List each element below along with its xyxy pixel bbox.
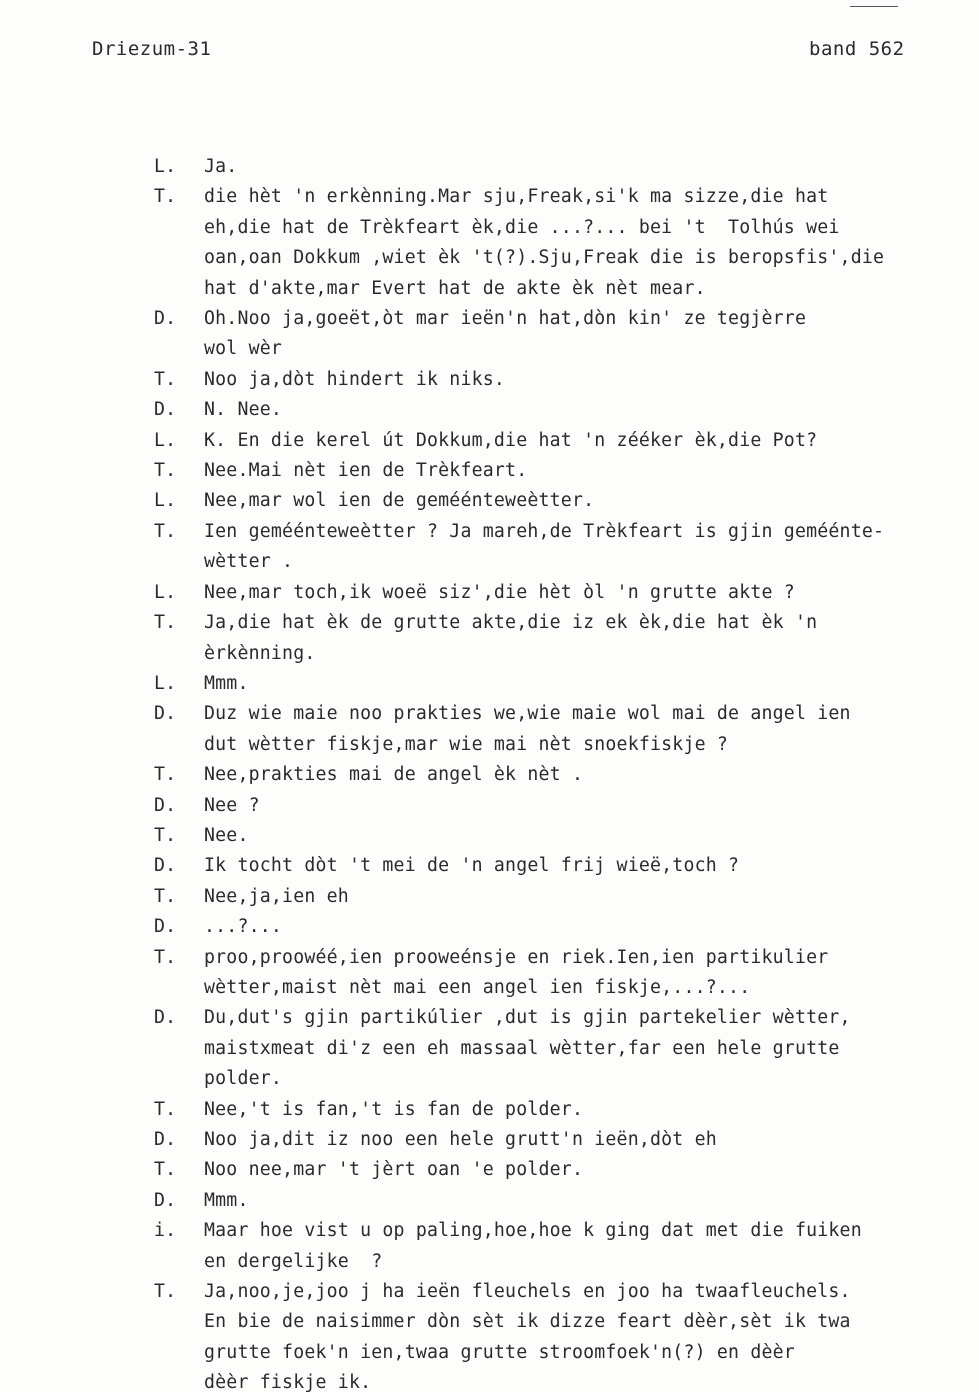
transcript-entry bbox=[154, 912, 944, 942]
speaker-label: L. bbox=[154, 490, 177, 512]
transcript-entry bbox=[154, 1186, 944, 1216]
utterance-line: proo,proowéé,ien prooweénsje en riek.Ien,ien partikulier bbox=[204, 946, 829, 968]
header-rule bbox=[850, 6, 898, 7]
transcript-entry bbox=[154, 486, 944, 516]
utterance-line: Du,dut's gjin partikúlier ,dut is gjin partekelier wètter, bbox=[204, 1007, 851, 1029]
utterance bbox=[204, 851, 944, 881]
utterance-line: ...?... bbox=[204, 916, 283, 938]
utterance-line: dèèr fiskje ik. bbox=[204, 1372, 372, 1394]
utterance bbox=[204, 182, 944, 304]
speaker-label: T. bbox=[154, 1098, 177, 1120]
transcript-entry bbox=[154, 1155, 944, 1185]
utterance-line: N. Nee. bbox=[204, 399, 283, 421]
transcript-entry bbox=[154, 1125, 944, 1155]
utterance bbox=[204, 1186, 944, 1216]
utterance bbox=[204, 486, 944, 516]
transcript-entry bbox=[154, 152, 944, 182]
utterance bbox=[204, 152, 944, 182]
utterance-line: Ja,die hat èk de grutte akte,die iz ek èk,die hat èk 'n bbox=[204, 612, 818, 634]
speaker-label: D. bbox=[154, 703, 177, 725]
utterance bbox=[204, 456, 944, 486]
utterance bbox=[204, 304, 944, 365]
utterance bbox=[204, 1216, 944, 1277]
utterance bbox=[204, 426, 944, 456]
utterance-line: Nee,mar wol ien de geméénteweètter. bbox=[204, 490, 595, 512]
speaker-label: T. bbox=[154, 520, 177, 542]
transcript-entry bbox=[154, 821, 944, 851]
utterance bbox=[204, 882, 944, 912]
utterance bbox=[204, 1095, 944, 1125]
utterance-line: wol wèr bbox=[204, 338, 283, 360]
utterance-line: eh,die hat de Trèkfeart èk,die ...?... bei 't Tolhús wei bbox=[204, 216, 840, 238]
transcript-entry bbox=[154, 1095, 944, 1125]
utterance bbox=[204, 669, 944, 699]
speaker-label: T. bbox=[154, 186, 177, 208]
transcript-entry bbox=[154, 1003, 944, 1094]
utterance-line: Oh.Noo ja,goeët,òt mar ieën'n hat,dòn kin' ze tegjèrre bbox=[204, 308, 807, 330]
utterance-line: Ik tocht dòt 't mei de 'n angel frij wieë,toch ? bbox=[204, 855, 740, 877]
utterance-line: K. En die kerel út Dokkum,die hat 'n zééker èk,die Pot? bbox=[204, 429, 818, 451]
utterance-line: grutte foek'n ien,twaa grutte stroomfoek'n(?) en dèèr bbox=[204, 1341, 795, 1363]
utterance bbox=[204, 1003, 944, 1094]
transcript-entry bbox=[154, 882, 944, 912]
utterance-line: die hèt 'n erkènning.Mar sju,Freak,si'k ma sizze,die hat bbox=[204, 186, 829, 208]
speaker-label: i. bbox=[154, 1220, 177, 1242]
transcript-entry bbox=[154, 365, 944, 395]
utterance bbox=[204, 395, 944, 425]
utterance bbox=[204, 791, 944, 821]
utterance-line: Duz wie maie noo prakties we,wie maie wol mai de angel ien bbox=[204, 703, 851, 725]
transcript-entry bbox=[154, 943, 944, 1004]
speaker-label: T. bbox=[154, 612, 177, 634]
utterance-line: wètter . bbox=[204, 551, 294, 573]
utterance bbox=[204, 912, 944, 942]
speaker-label: L. bbox=[154, 581, 177, 603]
speaker-label: D. bbox=[154, 794, 177, 816]
utterance bbox=[204, 578, 944, 608]
speaker-label: T. bbox=[154, 368, 177, 390]
utterance-line: maistxmeat di'z een eh massaal wètter,far een hele grutte bbox=[204, 1037, 840, 1059]
utterance bbox=[204, 1125, 944, 1155]
speaker-label: D. bbox=[154, 1007, 177, 1029]
utterance-line: Maar hoe vist u op paling,hoe,hoe k ging dat met die fuiken bbox=[204, 1220, 862, 1242]
utterance-line: Ien geméénteweètter ? Ja mareh,de Trèkfeart is gjin geméénte- bbox=[204, 520, 885, 542]
utterance bbox=[204, 517, 944, 578]
speaker-label: D. bbox=[154, 1189, 177, 1211]
utterance-line: Nee.Mai nèt ien de Trèkfeart. bbox=[204, 460, 528, 482]
utterance-line: Mmm. bbox=[204, 672, 249, 694]
transcript-entry bbox=[154, 608, 944, 669]
utterance-line: Noo ja,dòt hindert ik niks. bbox=[204, 368, 506, 390]
transcript-entry bbox=[154, 699, 944, 760]
utterance bbox=[204, 1155, 944, 1185]
utterance bbox=[204, 699, 944, 760]
utterance-line: Nee,mar toch,ik woeë siz',die hèt òl 'n grutte akte ? bbox=[204, 581, 795, 603]
transcript-entry bbox=[154, 517, 944, 578]
speaker-label: T. bbox=[154, 1159, 177, 1181]
transcript-entry bbox=[154, 578, 944, 608]
utterance-line: Nee,ja,ien eh bbox=[204, 885, 349, 907]
utterance-line: en dergelijke ? bbox=[204, 1250, 383, 1272]
utterance bbox=[204, 365, 944, 395]
speaker-label: T. bbox=[154, 885, 177, 907]
utterance-line: Ja. bbox=[204, 156, 238, 177]
transcript-entry bbox=[154, 182, 944, 304]
utterance bbox=[204, 943, 944, 1004]
document-id: Driezum-31 bbox=[92, 38, 212, 60]
transcript-entry bbox=[154, 456, 944, 486]
utterance-line: Noo ja,dit iz noo een hele grutt'n ieën,dòt eh bbox=[204, 1129, 717, 1150]
speaker-label: T. bbox=[154, 764, 177, 786]
utterance-line: En bie de naisimmer dòn sèt ik dizze feart dèèr,sèt ik twa bbox=[204, 1311, 851, 1333]
utterance-line: Noo nee,mar 't jèrt oan 'e polder. bbox=[204, 1159, 584, 1181]
utterance bbox=[204, 1277, 944, 1399]
utterance-line: Ja,noo,je,joo j ha ieën fleuchels en joo ha twaafleuchels. bbox=[204, 1281, 851, 1303]
speaker-label: T. bbox=[154, 824, 177, 846]
speaker-label: D. bbox=[154, 1129, 177, 1150]
speaker-label: L. bbox=[154, 672, 177, 694]
utterance-line: dut wètter fiskje,mar wie mai nèt snoekfiskje ? bbox=[204, 733, 729, 755]
speaker-label: T. bbox=[154, 946, 177, 968]
transcript-entry bbox=[154, 851, 944, 881]
transcript-entry bbox=[154, 791, 944, 821]
utterance-line: Nee ? bbox=[204, 794, 260, 816]
speaker-label: T. bbox=[154, 460, 177, 482]
transcript-entry bbox=[154, 1216, 944, 1277]
utterance-line: Mmm. bbox=[204, 1189, 249, 1211]
transcript-entry bbox=[154, 304, 944, 365]
transcript-entry bbox=[154, 426, 944, 456]
transcript-entry bbox=[154, 669, 944, 699]
speaker-label: L. bbox=[154, 429, 177, 451]
utterance-line: wètter,maist nèt mai een angel ien fiskje,...?... bbox=[204, 976, 751, 998]
speaker-label: D. bbox=[154, 399, 177, 421]
utterance bbox=[204, 821, 944, 851]
speaker-label: D. bbox=[154, 308, 177, 330]
utterance-line: hat d'akte,mar Evert hat de akte èk nèt mear. bbox=[204, 277, 706, 299]
utterance-line: èrkènning. bbox=[204, 642, 316, 664]
utterance-line: Nee. bbox=[204, 824, 249, 846]
speaker-label: D. bbox=[154, 855, 177, 877]
utterance bbox=[204, 608, 944, 669]
speaker-label: T. bbox=[154, 1281, 177, 1303]
transcript-entry bbox=[154, 760, 944, 790]
transcript-entry bbox=[154, 395, 944, 425]
utterance-line: oan,oan Dokkum ,wiet èk 't(?).Sju,Freak die is beropsfis',die bbox=[204, 247, 885, 269]
tape-number: band 562 bbox=[809, 38, 905, 60]
utterance-line: Nee,prakties mai de angel èk nèt . bbox=[204, 764, 584, 786]
utterance-line: Nee,'t is fan,'t is fan de polder. bbox=[204, 1098, 584, 1120]
utterance bbox=[204, 760, 944, 790]
speaker-label: D. bbox=[154, 916, 177, 938]
speaker-label: L. bbox=[154, 156, 177, 177]
transcript-entry bbox=[154, 1277, 944, 1399]
transcript bbox=[154, 152, 944, 1399]
utterance-line: polder. bbox=[204, 1068, 283, 1090]
